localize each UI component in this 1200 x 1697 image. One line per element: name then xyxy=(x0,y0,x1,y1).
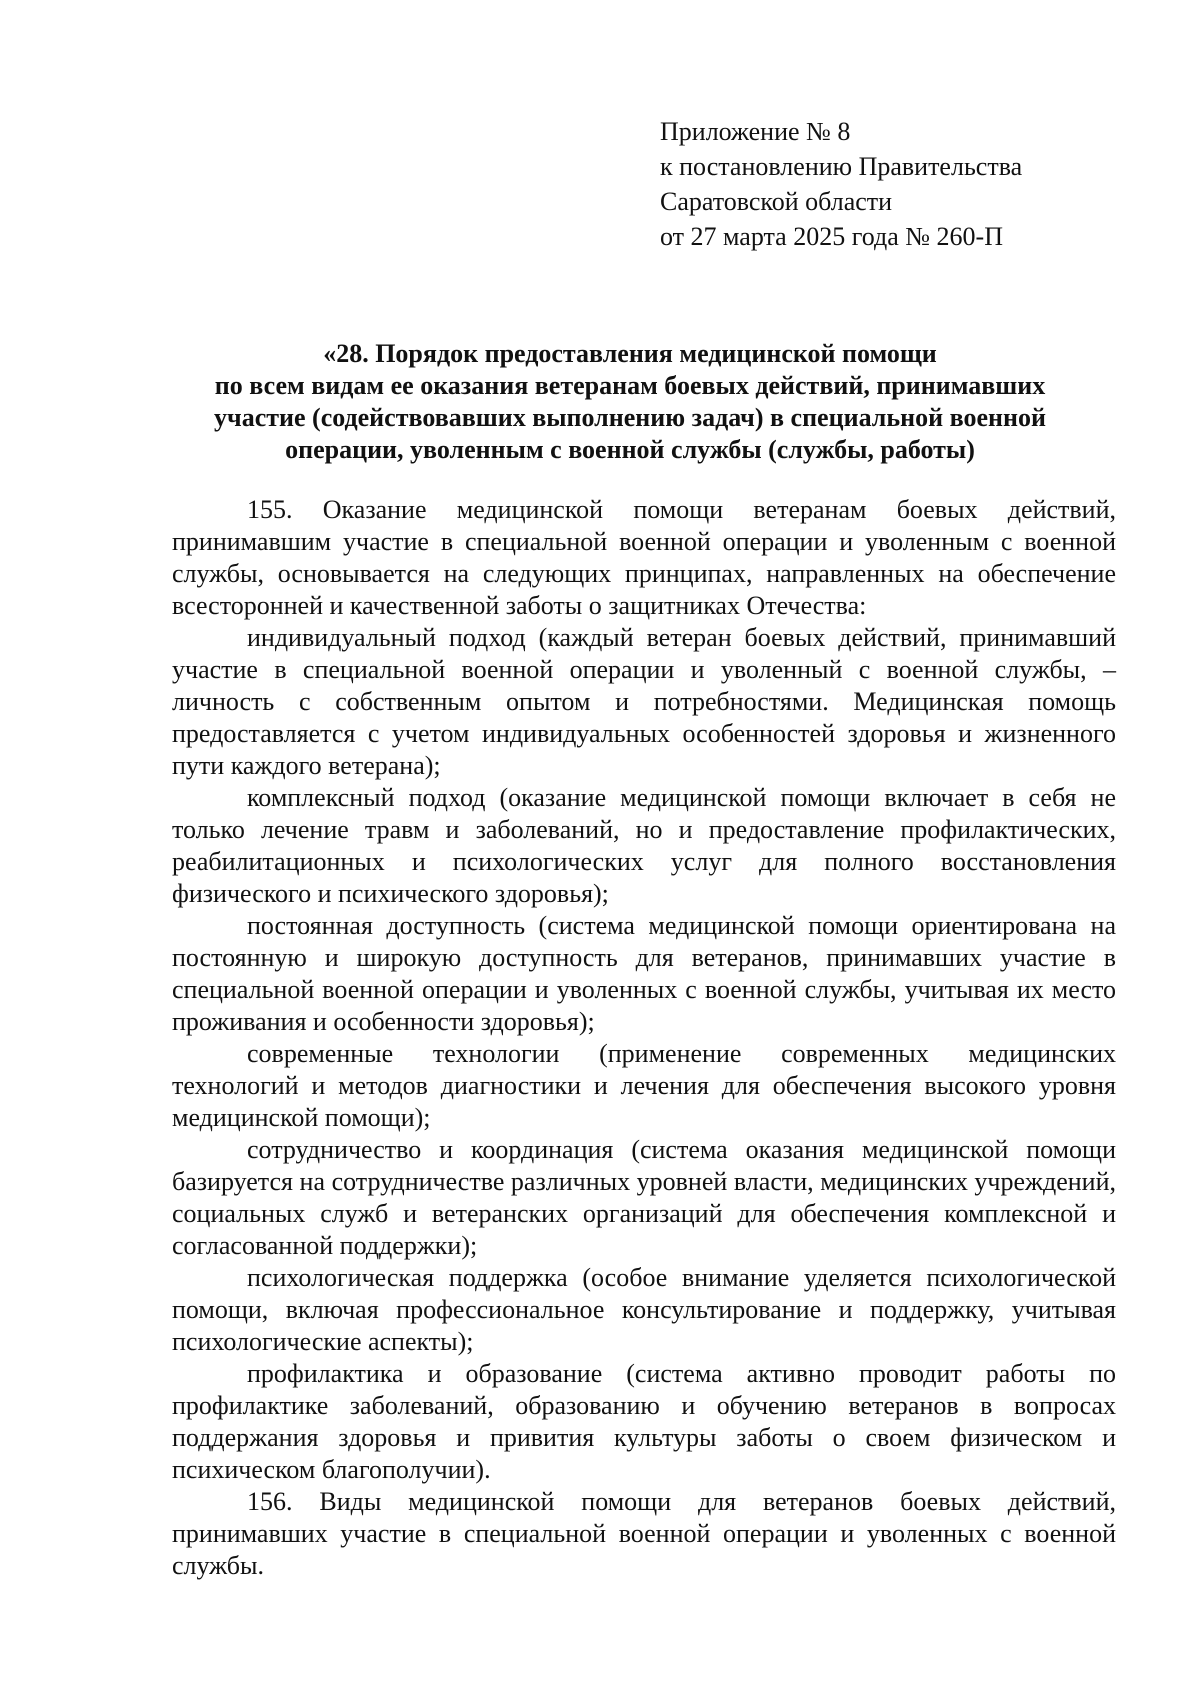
title-line: операции, уволенным с военной службы (службы, работы) xyxy=(285,435,975,464)
principle-cooperation: сотрудничество и координация (система оказания медицинской помощи базируется на сотрудничестве различных уровней власти, медицинских учреждений, социальных служб и ветеранских организаций для обеспечения комплексной и согласованной поддержки); xyxy=(172,1135,1116,1260)
principle-psychological: психологическая поддержка (особое внимание уделяется психологической помощи, включая профессиональное консультирование и поддержку, учитывая психологические аспекты); xyxy=(172,1263,1116,1356)
paragraph-156: 156. Виды медицинской помощи для ветеранов боевых действий, принимавших участие в специальной военной операции и уволенных с военной службы. xyxy=(172,1487,1116,1580)
principle-prevention: профилактика и образование (система активно проводит работы по профилактике заболеваний, образованию и обучению ветеранов в вопросах поддержания здоровья и привития культуры заботы о своем физическом и психическом благополучии). xyxy=(172,1359,1116,1484)
title-line: «28. Порядок предоставления медицинской помощи xyxy=(323,339,937,368)
paragraph-155: 155. Оказание медицинской помощи ветеранам боевых действий, принимавшим участие в специальной военной операции и уволенным с военной службы, основывается на следующих принципах, направленных на обеспечение всесторонней и качественной заботы о защитниках Отечества: xyxy=(172,495,1116,620)
principle-availability: постоянная доступность (система медицинской помощи ориентирована на постоянную и широкую доступность для ветеранов, принимавших участие в специальной военной операции и уволенных с военной службы, учитывая их место проживания и особенности здоровья); xyxy=(172,911,1116,1036)
appendix-header xyxy=(660,114,1140,254)
appendix-region: Саратовской области xyxy=(660,187,893,216)
appendix-reference: к постановлению Правительства xyxy=(660,152,1023,181)
appendix-date: от 27 марта 2025 года № 260-П xyxy=(660,222,1003,251)
body-text xyxy=(172,494,1116,1582)
principle-individual: индивидуальный подход (каждый ветеран боевых действий, принимавший участие в специальной военной операции и уволенный с военной службы, – личность с собственным опытом и потребностями. Медицинская помощь предоставляется с учетом индивидуальных особенностей здоровья и жизненного пути каждого ветерана); xyxy=(172,623,1116,780)
title-line: по всем видам ее оказания ветеранам боевых действий, принимавших xyxy=(214,371,1046,400)
principle-complex: комплексный подход (оказание медицинской помощи включает в себя не только лечение травм и заболеваний, но и предоставление профилактических, реабилитационных и психологических услуг для полного восстановления физического и психического здоровья); xyxy=(172,783,1116,908)
appendix-number: Приложение № 8 xyxy=(660,117,851,146)
title-line: участие (содействовавших выполнению задач) в специальной военной xyxy=(214,403,1046,432)
section-title xyxy=(160,338,1100,466)
principle-technologies: современные технологии (применение современных медицинских технологий и методов диагностики и лечения для обеспечения высокого уровня медицинской помощи); xyxy=(172,1039,1116,1132)
